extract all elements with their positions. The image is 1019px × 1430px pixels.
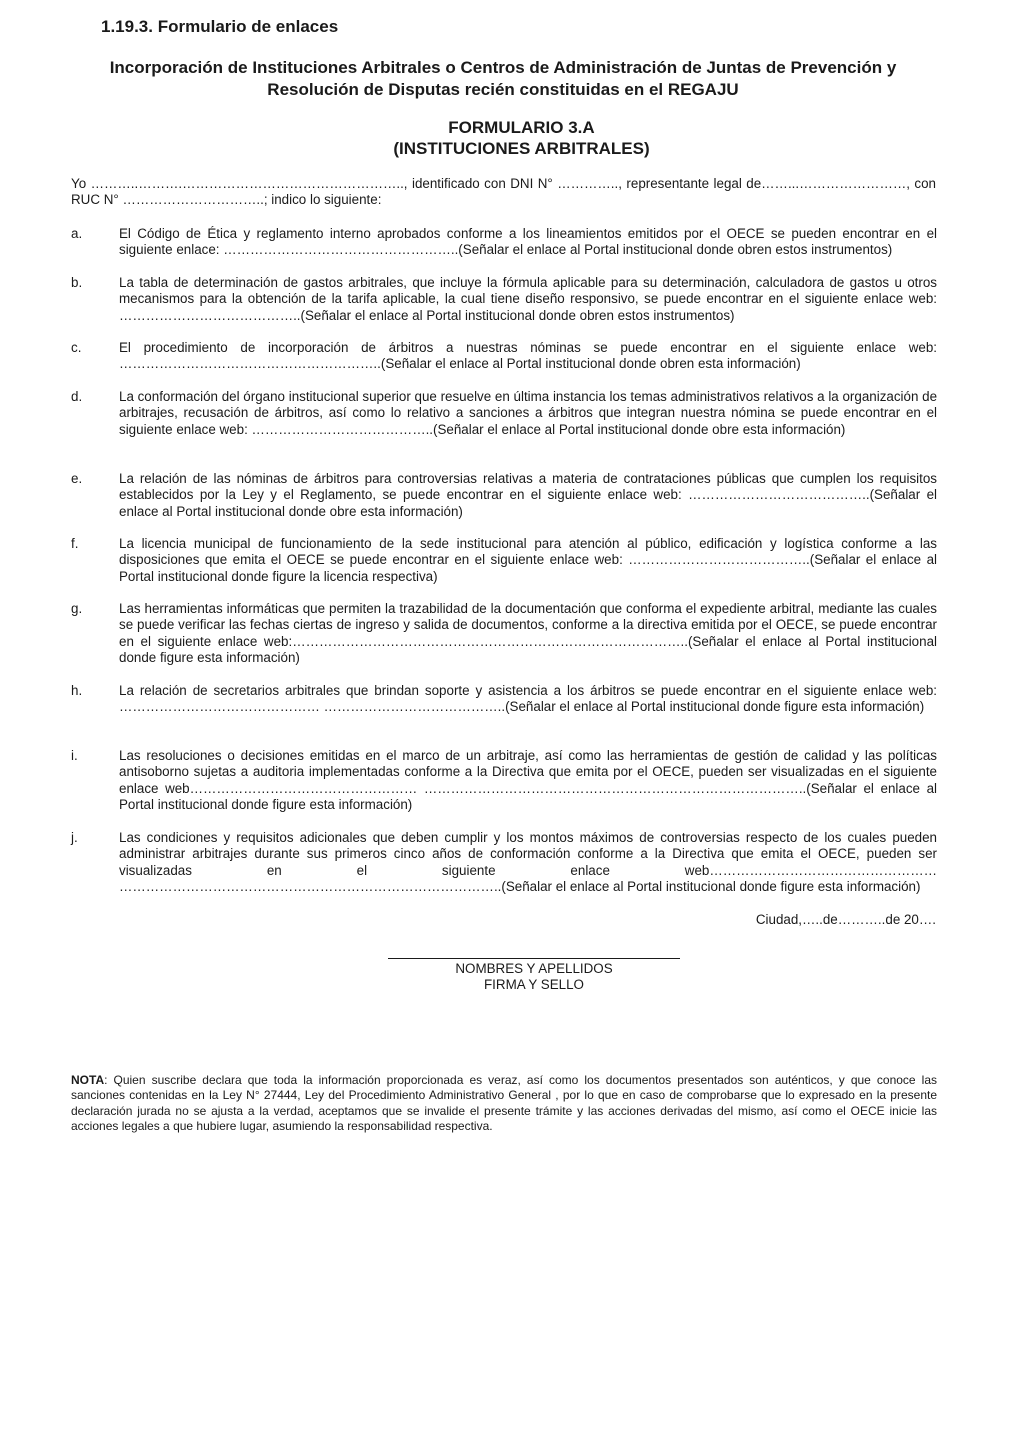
item-d: [71, 389, 937, 438]
item-text: Las resoluciones o decisiones emitidas en el marco de un arbitraje, así como las herramientas de gestión de calidad y las políticas antisoborno sujetas a auditoria implementadas conforme a la Directiva que emita por el OECE, pueden ser visualizadas en el siguiente enlace web…………………………………………… …………………………………………………………………………..(Señalar el enlace al Portal institucional donde figure esta información): [119, 748, 937, 812]
item-a: [71, 226, 937, 259]
item-f: [71, 536, 937, 585]
item-text: Las herramientas informáticas que permiten la trazabilidad de la documentación que conforma el expediente arbitral, mediante las cuales se puede verificar las fechas ciertas de ingreso y salida de documentos, conforme a la directiva emitida por el OECE, se puede encontrar en el siguiente enlace web:……………………………………………………………………………..(Señalar el enlace al Portal institucional donde figure esta información): [119, 601, 937, 665]
item-text: Las condiciones y requisitos adicionales que deben cumplir y los montos máximos de controversias respecto de los cuales pueden administrar arbitrajes durante sus primeros cinco años de conformación conforme a la Directiva que emita el OECE, pueden ser visualizadas en el siguiente enlace web…………………………………………… …………………………………………………………………………..(Señalar el enlace al Portal institucional donde figure esta información): [119, 830, 937, 894]
item-j: [71, 830, 937, 895]
item-letter: e.: [71, 471, 83, 486]
form-title-line1: FORMULARIO 3.A: [448, 118, 595, 137]
item-letter: d.: [71, 389, 83, 404]
item-i: [71, 748, 937, 813]
item-text: La relación de las nóminas de árbitros para controversias relativas a materia de contrataciones públicas que cumplen los requisitos establecidos por la Ley y el Reglamento, se puede encontrar en el siguiente enlace web: …………………………………..(Señalar el enlace al Portal institucional donde obre esta información): [119, 471, 937, 519]
item-letter: j.: [71, 830, 78, 845]
section-heading: 1.19.3. Formulario de enlaces: [101, 17, 339, 36]
form-title-line2: (INSTITUCIONES ARBITRALES): [393, 139, 650, 158]
document-title-line2: Resolución de Disputas recién constituidas en el REGAJU: [267, 80, 739, 99]
signature-seal-label: FIRMA Y SELLO: [484, 977, 584, 992]
item-letter: c.: [71, 340, 82, 355]
item-text: El procedimiento de incorporación de árbitros a nuestras nóminas se puede encontrar en el siguiente enlace web: …………………………………………………..(Señalar el enlace al Portal institucional donde obren esta información): [119, 340, 937, 372]
item-text: La licencia municipal de funcionamiento de la sede institucional para atención al público, edificación y logística conforme a las disposiciones que emita el OECE se puede encontrar en el siguiente enlace web: …………………………………..(Señalar el enlace al Portal institucional donde figure la licencia respectiva): [119, 536, 937, 584]
document-title-line1: Incorporación de Instituciones Arbitrales o Centros de Administración de Juntas de Prevención y: [109, 58, 897, 77]
signature-name-label: NOMBRES Y APELLIDOS: [455, 961, 613, 976]
document-title: [70, 57, 936, 101]
item-c: [71, 340, 937, 373]
item-letter: a.: [71, 226, 83, 241]
item-letter: i.: [71, 748, 78, 763]
item-letter: g.: [71, 601, 83, 616]
item-h: [71, 683, 937, 716]
item-text: El Código de Ética y reglamento interno aprobados conforme a los lineamientos emitidos por el OECE se pueden encontrar en el siguiente enlace: ……………………………………………..(Señalar el enlace al Portal institucional donde obren estos instrumentos): [119, 226, 937, 258]
intro-declaration: Yo ………..……….………………………………………….., identificado con DNI N° ………….., representante legal de……...……………………, con RUC N° …………………………..; indico lo siguiente:: [71, 176, 936, 208]
item-text: La relación de secretarios arbitrales que brindan soporte y asistencia a los árbitros se puede encontrar en el siguiente enlace web: ……………………………………… …………………………………..(Señalar el enlace al Portal institucional donde figure esta información): [119, 683, 937, 715]
date-line: Ciudad,…..de………..de 20….: [755, 912, 936, 927]
signature-block: [388, 961, 680, 993]
item-letter: b.: [71, 275, 83, 290]
item-letter: f.: [71, 536, 79, 551]
item-letter: h.: [71, 683, 83, 698]
item-b: [71, 275, 937, 324]
item-g: [71, 601, 937, 666]
form-title: [70, 117, 973, 159]
item-e: [71, 471, 937, 520]
item-text: La tabla de determinación de gastos arbitrales, que incluye la fórmula aplicable para su determinación, calculadora de gastos u otros mecanismos para la obtención de la tarifa aplicable, la cual tiene diseño responsivo, se puede encontrar en el siguiente enlace web: …………………………………..(Señalar el enlace al Portal institucional donde obren estos instrumentos): [119, 275, 937, 323]
item-text: La conformación del órgano institucional superior que resuelve en última instancia los temas administrativos relativos a la organización de arbitrajes, recusación de árbitros, así como lo relativo a sanciones a árbitros que integran nuestra nómina se puede encontrar en el siguiente enlace web: …………………………………..(Señalar el enlace al Portal institucional donde obre esta información): [119, 389, 938, 437]
legal-note: [71, 1073, 937, 1134]
signature-line: [388, 958, 680, 959]
note-label: NOTA: [71, 1073, 105, 1087]
note-text: : Quien suscribe declara que toda la información proporcionada es veraz, así como los documentos presentados son auténticos, y que conoce las sanciones contenidas en la Ley N° 27444, Ley del Procedimiento Administrativo General , por lo que en caso de comprobarse que lo expresado en la presente declaración jurada no se ajusta a la verdad, aceptamos que se invalide el presente trámite y las acciones derivadas del mismo, así como el OECE inicie las acciones legales a que hubiere lugar, asumiendo la responsabilidad respectiva.: [71, 1073, 937, 1133]
